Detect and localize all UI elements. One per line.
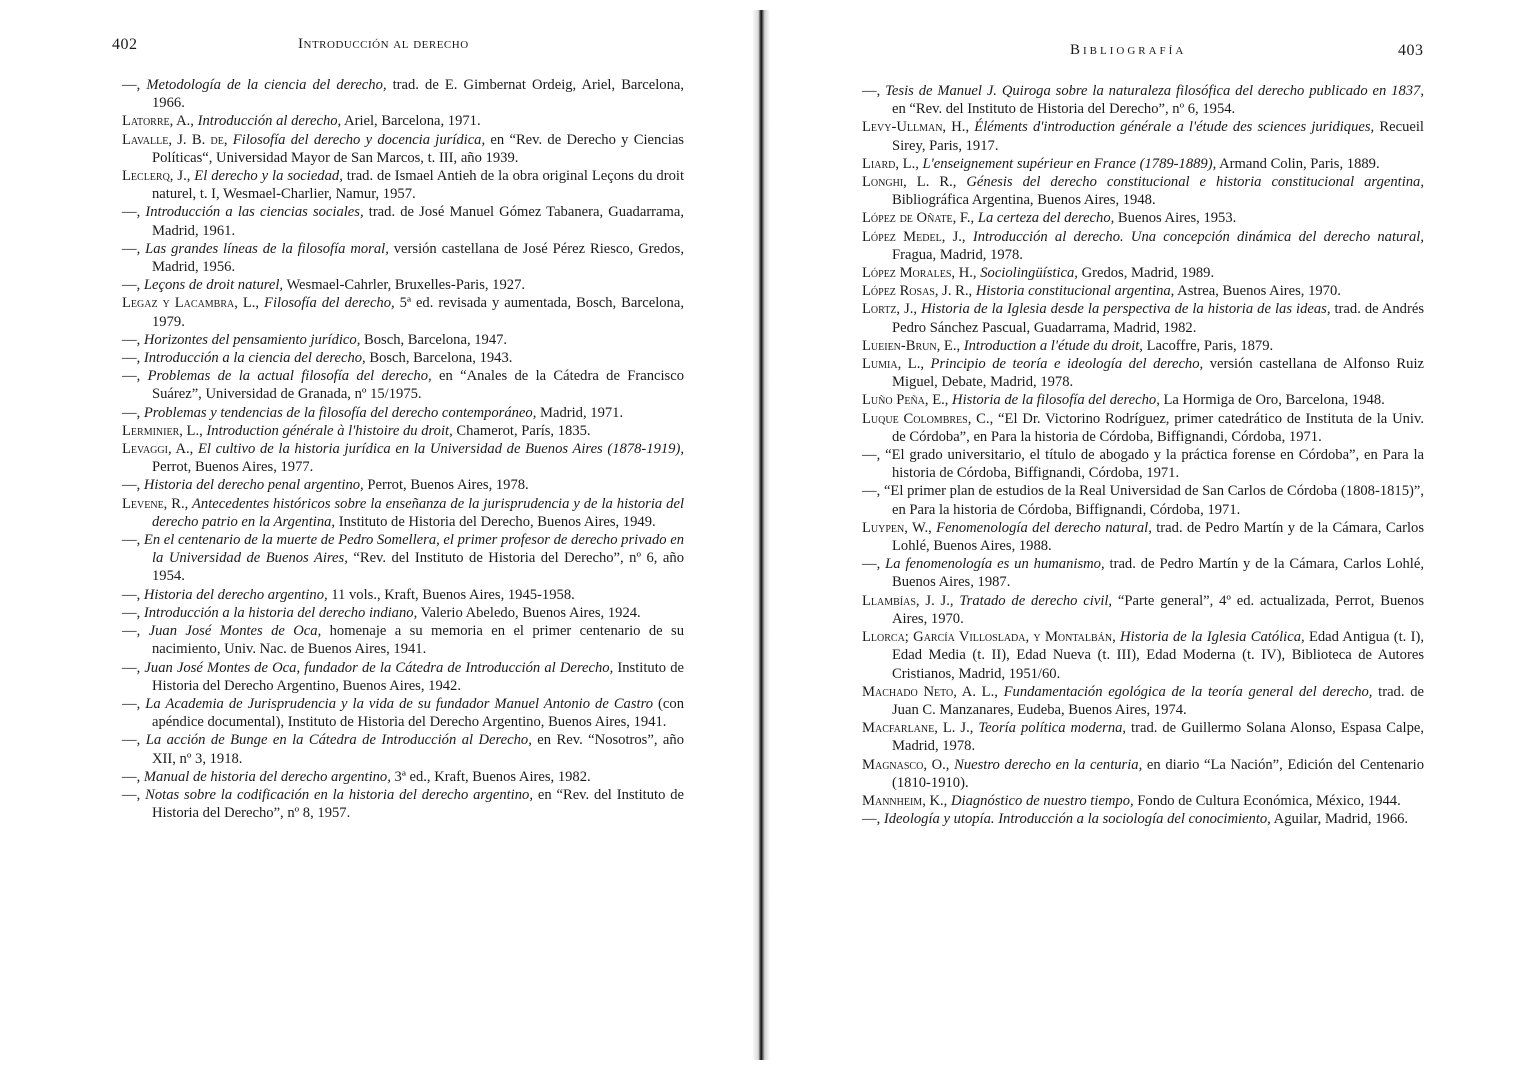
entry-details: Aguilar, Madrid, 1966. bbox=[1270, 811, 1409, 828]
entry-author: —, bbox=[122, 368, 148, 385]
entry-title: Metodología de la ciencia del derecho, bbox=[146, 77, 387, 93]
entry-author: López Medel, J., bbox=[862, 228, 966, 245]
bibliography-entry bbox=[122, 659, 684, 695]
entry-author: Lueien-Brun, E., bbox=[862, 337, 961, 354]
bibliography-entry bbox=[862, 337, 1424, 355]
entry-details: Instituto de Historia del Derecho, Buenos Aires, 1949. bbox=[335, 513, 656, 530]
entry-details: trad. de Juan C. Manzanares, Eudeba, Buenos Aires, 1974. bbox=[892, 683, 1424, 718]
entry-title: Las grandes líneas de la filosofía moral, bbox=[145, 240, 389, 257]
entry-author: Levaggi, A., bbox=[122, 441, 194, 458]
entry-title: El derecho y la sociedad, bbox=[190, 168, 343, 185]
entry-title: La fenomenología es un humanismo, bbox=[885, 556, 1105, 573]
entry-details: en “Anales de la Cátedra de Francisco Suárez”, Universidad de Granada, nº 15/1975. bbox=[152, 368, 684, 403]
entry-title: El cultivo de la historia jurídica en la Universidad de Buenos Aires (1878-1919), bbox=[193, 441, 684, 458]
entry-title: L'enseignement supérieur en France (1789-1889), bbox=[918, 155, 1217, 172]
entry-author: Levene, R., bbox=[122, 495, 189, 512]
bibliography-entry bbox=[862, 155, 1424, 173]
bibliography-entry bbox=[862, 173, 1424, 209]
entry-author: López Rosas, J. R., bbox=[862, 283, 973, 300]
bibliography-entry bbox=[862, 209, 1424, 227]
bibliography-entry bbox=[122, 422, 684, 440]
bibliography-entry bbox=[862, 792, 1424, 810]
entry-title: Génesis del derecho constitucional e historia constitucional argentina, bbox=[956, 174, 1424, 191]
entry-details: Fragua, Madrid, 1978. bbox=[892, 246, 1023, 263]
bibliography-entry bbox=[122, 76, 684, 112]
entry-author: —, bbox=[122, 604, 144, 621]
entry-details: Recueil Sirey, Paris, 1917. bbox=[892, 119, 1424, 154]
entry-title: Filosofía del derecho y docencia jurídica, bbox=[227, 131, 486, 148]
entry-author: Lavalle, J. B. de, bbox=[122, 131, 228, 148]
bibliography-entry bbox=[122, 622, 684, 658]
bibliography-entry bbox=[122, 495, 684, 531]
entry-details: Wesmael-Cahrler, Bruxelles-Paris, 1927. bbox=[283, 277, 526, 294]
running-head: Introducción al derecho bbox=[298, 36, 469, 52]
entry-author: Levy-Ullman, H., bbox=[862, 119, 970, 136]
entry-details: 3ª ed., Kraft, Buenos Aires, 1982. bbox=[390, 768, 591, 785]
entry-details: Instituto de Historia del Derecho Argentino, Buenos Aires, 1942. bbox=[152, 659, 684, 694]
entry-author: —, bbox=[122, 204, 146, 221]
entry-author: Luño Peña, E., bbox=[862, 392, 949, 409]
bibliography-entry bbox=[862, 810, 1424, 828]
running-head: Bibliografía bbox=[1070, 42, 1187, 58]
entry-title: Historia de la Iglesia desde la perspectiva de la historia de las ideas, bbox=[917, 301, 1331, 318]
entry-details: Madrid, 1971. bbox=[536, 404, 624, 421]
entry-details: Astrea, Buenos Aires, 1970. bbox=[1174, 283, 1341, 300]
entry-author: —, bbox=[862, 811, 884, 828]
entry-author: Magnasco, O., bbox=[862, 756, 950, 773]
bibliography-entry bbox=[862, 410, 1424, 446]
entry-author: Llambías, J. J., bbox=[862, 592, 954, 609]
bibliography-entry bbox=[862, 118, 1424, 154]
entry-author: Machado Neto, A. L., bbox=[862, 683, 998, 700]
bibliography-entry bbox=[122, 440, 684, 476]
entry-author: López Morales, H., bbox=[862, 265, 977, 282]
bibliography-entry bbox=[862, 555, 1424, 591]
entry-title: Juan José Montes de Oca, fundador de la Cátedra de Introducción al Derecho, bbox=[144, 659, 614, 676]
right-page bbox=[770, 0, 1526, 1080]
entry-author: —, bbox=[122, 240, 146, 257]
bibliography-entry bbox=[122, 294, 684, 330]
bibliography-entry bbox=[122, 768, 684, 786]
entry-details: La Hormiga de Oro, Barcelona, 1948. bbox=[1159, 392, 1385, 409]
entry-author: —, bbox=[122, 586, 144, 603]
entry-title: La acción de Bunge en la Cátedra de Introducción al Derecho, bbox=[145, 732, 532, 749]
entry-title: Introducción a la historia del derecho indiano, bbox=[143, 604, 418, 621]
entry-details: “El grado universitario, el título de abogado y la práctica forense en Córdoba”, en Para la historia de Córdoba, Biffignandi, Córdoba, 1971. bbox=[885, 447, 1425, 482]
bibliography-entry bbox=[122, 331, 684, 349]
entry-author: Liard, L., bbox=[862, 155, 919, 172]
entry-details: trad. de Andrés Pedro Sánchez Pascual, Guadarrama, Madrid, 1982. bbox=[892, 301, 1424, 336]
entry-author: Luque Colombres, C., bbox=[862, 410, 994, 427]
entry-details: Edad Antigua (t. I), Edad Media (t. II), Edad Nueva (t. III), Edad Moderna (t. IV), Biblioteca de Autores Cristianos, Madrid, 1951/60. bbox=[892, 629, 1424, 682]
entry-author: —, bbox=[122, 404, 144, 421]
entry-author: —, bbox=[122, 331, 144, 348]
entry-details: Lacoffre, Paris, 1879. bbox=[1142, 337, 1274, 354]
entry-details: versión castellana de José Pérez Riesco, Gredos, Madrid, 1956. bbox=[152, 240, 685, 276]
entry-title: Introducción al derecho, bbox=[193, 113, 342, 130]
entry-details: Perrot, Buenos Aires, 1977. bbox=[152, 459, 314, 476]
entry-title: Problemas de la actual filosofía del derecho, bbox=[147, 368, 432, 385]
entry-title: Nuestro derecho en la centuria, bbox=[949, 756, 1143, 773]
bibliography-entry bbox=[862, 264, 1424, 282]
bibliography-entry bbox=[122, 476, 684, 494]
entry-title: La Academia de Jurisprudencia y la vida de su fundador Manuel Antonio de Castro bbox=[145, 695, 654, 712]
entry-title: Historia constitucional argentina, bbox=[972, 283, 1175, 300]
entry-author: —, bbox=[122, 277, 144, 294]
entry-author: Legaz y Lacambra, L., bbox=[122, 295, 260, 312]
entry-details: “Parte general”, 4º ed. actualizada, Perrot, Buenos Aires, 1970. bbox=[892, 592, 1425, 627]
entry-title: Fundamentación egológica de la teoría general del derecho, bbox=[997, 683, 1373, 700]
entry-title: Éléments d'introduction générale a l'étude des sciences juridiques, bbox=[969, 119, 1375, 136]
bibliography-entry bbox=[862, 592, 1424, 628]
bibliography-entry bbox=[122, 531, 684, 586]
bibliography-entry bbox=[122, 367, 684, 403]
entry-author: —, bbox=[122, 477, 144, 494]
entry-author: —, bbox=[122, 350, 144, 367]
entry-details: homenaje a su memoria en el primer centenario de su nacimiento, Univ. Nac. de Buenos Aires, 1941. bbox=[152, 623, 684, 658]
entry-details: Ariel, Barcelona, 1971. bbox=[341, 113, 481, 130]
entry-author: —, bbox=[122, 532, 144, 549]
bibliography-entry bbox=[122, 604, 684, 622]
entry-details: Bosch, Barcelona, 1947. bbox=[360, 331, 508, 348]
entry-title: Introducción a la ciencia del derecho, bbox=[143, 350, 366, 367]
book-gutter bbox=[752, 10, 770, 1060]
entry-author: —, bbox=[122, 623, 149, 640]
entry-details: “El Dr. Victorino Rodríguez, primer catedrático de Instituta de la Univ. de Córdoba”, en Para la historia de Córdoba, Biffignandi, Córdoba, 1971. bbox=[892, 410, 1424, 445]
entry-author: Longhi, L. R., bbox=[862, 174, 957, 191]
bibliography-entry bbox=[122, 167, 684, 203]
entry-details: “El primer plan de estudios de la Real Universidad de San Carlos de Córdoba (1808-1815)”, en Para la historia de Córdoba, Biffignandi, Córdoba, 1971. bbox=[883, 483, 1424, 518]
entry-title: Problemas y tendencias de la filosofía del derecho contemporáneo, bbox=[143, 404, 537, 421]
entry-author: Leclerq, J., bbox=[122, 168, 191, 185]
entry-details: en “Rev. del Instituto de Historia del Derecho”, nº 8, 1957. bbox=[152, 786, 684, 822]
entry-details: en Rev. “Nosotros”, año XII, nº 3, 1918. bbox=[152, 732, 684, 767]
entry-details: Perrot, Buenos Aires, 1978. bbox=[363, 477, 529, 494]
bibliography-entry bbox=[862, 82, 1424, 118]
entry-author: —, bbox=[862, 483, 884, 500]
entry-title: Notas sobre la codificación en la historia del derecho argentino, bbox=[145, 786, 533, 803]
bibliography-entry bbox=[862, 282, 1424, 300]
entry-details: Buenos Aires, 1953. bbox=[1114, 210, 1237, 227]
bibliography-entry bbox=[862, 446, 1424, 482]
entry-title: Fenomenología del derecho natural, bbox=[931, 519, 1152, 536]
bibliography-list bbox=[862, 82, 1424, 828]
bibliography-entry bbox=[122, 349, 684, 367]
entry-author: Lerminier, L., bbox=[122, 422, 203, 439]
entry-title: Historia del derecho argentino, bbox=[143, 586, 328, 603]
entry-author: Latorre, A., bbox=[122, 113, 194, 130]
bibliography-entry bbox=[122, 786, 684, 822]
entry-title: Introducción al derecho. Una concepción dinámica del derecho natural, bbox=[965, 228, 1424, 245]
entry-title: Historia de la filosofía del derecho, bbox=[948, 392, 1160, 409]
entry-author: —, bbox=[862, 556, 886, 573]
page-number: 402 bbox=[112, 36, 138, 53]
bibliography-entry bbox=[862, 519, 1424, 555]
entry-title: Leçons de droit naturel, bbox=[143, 277, 284, 294]
bibliography-entry bbox=[862, 482, 1424, 518]
bibliography-entry bbox=[862, 391, 1424, 409]
entry-author: Lumia, L., bbox=[862, 356, 924, 373]
entry-title: Manual de historia del derecho argentino, bbox=[143, 768, 391, 785]
entry-author: López de Oñate, F., bbox=[862, 210, 975, 227]
entry-title: Filosofía del derecho, bbox=[259, 295, 395, 312]
entry-title: Teoría política moderna, bbox=[973, 720, 1127, 737]
entry-details: trad. de Pedro Martín y de la Cámara, Carlos Lohlé, Buenos Aires, 1987. bbox=[892, 556, 1424, 591]
entry-author: —, bbox=[122, 786, 146, 803]
bibliography-entry bbox=[122, 203, 684, 239]
entry-details: en “Rev. de Derecho y Ciencias Políticas“, Universidad Mayor de San Marcos, t. III, año 1939. bbox=[152, 131, 684, 166]
entry-author: —, bbox=[862, 83, 886, 99]
entry-author: —, bbox=[122, 659, 145, 676]
bibliography-entry bbox=[122, 276, 684, 294]
entry-details: versión castellana de Alfonso Ruiz Miguel, Debate, Madrid, 1978. bbox=[892, 356, 1424, 391]
entry-title: Introducción a las ciencias sociales, bbox=[145, 204, 364, 221]
entry-title: Historia del derecho penal argentino, bbox=[143, 477, 364, 494]
entry-details: “Rev. del Instituto de Historia del Derecho”, nº 6, año 1954. bbox=[152, 550, 685, 585]
entry-author: —, bbox=[122, 77, 147, 93]
entry-title: Juan José Montes de Oca, bbox=[148, 623, 322, 640]
entry-details: trad. de E. Gimbernat Ordeig, Ariel, Barcelona, 1966. bbox=[152, 77, 684, 112]
entry-details: Bosch, Barcelona, 1943. bbox=[365, 350, 513, 367]
page-number: 403 bbox=[1398, 42, 1424, 59]
entry-title: Introduction générale à l'histoire du droit, bbox=[202, 422, 453, 439]
entry-details: trad. de José Manuel Gómez Tabanera, Guadarrama, Madrid, 1961. bbox=[152, 204, 684, 239]
bibliography-entry bbox=[122, 586, 684, 604]
bibliography-entry bbox=[862, 300, 1424, 336]
entry-details: Bibliográfica Argentina, Buenos Aires, 1948. bbox=[892, 192, 1156, 209]
entry-author: —, bbox=[862, 447, 886, 464]
entry-details: trad. de Pedro Martín y de la Cámara, Carlos Lohlé, Buenos Aires, 1988. bbox=[892, 519, 1425, 555]
left-page bbox=[0, 0, 752, 1080]
bibliography-entry bbox=[862, 355, 1424, 391]
entry-author: Macfarlane, L. J., bbox=[862, 720, 974, 737]
entry-details: trad. de Ismael Antieh de la obra original Leçons du droit naturel, t. I, Wesmael-Charlier, Namur, 1957. bbox=[152, 168, 684, 203]
bibliography-entry bbox=[862, 628, 1424, 683]
bibliography-entry bbox=[122, 131, 684, 167]
entry-author: —, bbox=[122, 732, 146, 749]
entry-title: La certeza del derecho, bbox=[974, 210, 1115, 227]
entry-details: 5ª ed. revisada y aumentada, Bosch, Barcelona, 1979. bbox=[152, 295, 684, 330]
bibliography-entry bbox=[862, 683, 1424, 719]
entry-title: Horizontes del pensamiento jurídico, bbox=[143, 331, 361, 348]
entry-title: Diagnóstico de nuestro tiempo, bbox=[947, 792, 1134, 809]
entry-title: Introduction a l'étude du droit, bbox=[960, 337, 1143, 354]
entry-details: Gredos, Madrid, 1989. bbox=[1077, 265, 1215, 282]
entry-details: trad. de Guillermo Solana Alonso, Espasa Calpe, Madrid, 1978. bbox=[892, 720, 1424, 755]
entry-author: —, bbox=[122, 768, 144, 785]
entry-title: En el centenario de la muerte de Pedro Somellera, el primer profesor de derecho privado en la Universidad de Buenos Aires, bbox=[143, 532, 685, 567]
bibliography-entry bbox=[122, 112, 684, 130]
entry-author: Mannheim, K., bbox=[862, 792, 948, 809]
entry-details: Valerio Abeledo, Buenos Aires, 1924. bbox=[417, 604, 641, 621]
bibliography-entry bbox=[862, 719, 1424, 755]
entry-details: (con apéndice documental), Instituto de Historia del Derecho Argentino, Buenos Aires, 1941. bbox=[152, 695, 684, 731]
entry-author: Luypen, W., bbox=[862, 519, 932, 536]
entry-details: Fondo de Cultura Económica, México, 1944. bbox=[1133, 792, 1401, 809]
bibliography-entry bbox=[862, 228, 1424, 264]
entry-author: Llorca; García Villoslada, y Montalbán, bbox=[862, 629, 1116, 646]
bibliography-entry bbox=[122, 240, 684, 276]
entry-title: Ideología y utopía. Introducción a la sociología del conocimiento, bbox=[883, 811, 1271, 828]
entry-title: Sociolingüística, bbox=[976, 265, 1078, 282]
bibliography-entry bbox=[122, 404, 684, 422]
entry-author: Lortz, J., bbox=[862, 301, 918, 318]
bibliography-entry bbox=[122, 695, 684, 731]
entry-details: 11 vols., Kraft, Buenos Aires, 1945-1958. bbox=[327, 586, 575, 603]
entry-details: en diario “La Nación”, Edición del Centenario (1810-1910). bbox=[892, 756, 1424, 791]
bibliography-entry bbox=[122, 731, 684, 767]
entry-details: Chamerot, París, 1835. bbox=[452, 422, 591, 439]
entry-title: Antecedentes históricos sobre la enseñanza de la jurisprudencia y de la historia del derecho patrio en la Argentina, bbox=[152, 495, 684, 530]
entry-details: en “Rev. del Instituto de Historia del Derecho”, nº 6, 1954. bbox=[892, 101, 1236, 118]
entry-title: Tesis de Manuel J. Quiroga sobre la naturaleza filosófica del derecho publicado en 1837, bbox=[885, 83, 1424, 99]
entry-details: Armand Colin, Paris, 1889. bbox=[1216, 155, 1380, 172]
entry-author: —, bbox=[122, 695, 146, 712]
bibliography-entry bbox=[862, 756, 1424, 792]
bibliography-list bbox=[122, 76, 684, 822]
entry-title: Principio de teoría e ideología del derecho, bbox=[924, 356, 1204, 373]
entry-title: Historia de la Iglesia Católica, bbox=[1115, 629, 1305, 646]
entry-title: Tratado de derecho civil, bbox=[953, 592, 1113, 609]
